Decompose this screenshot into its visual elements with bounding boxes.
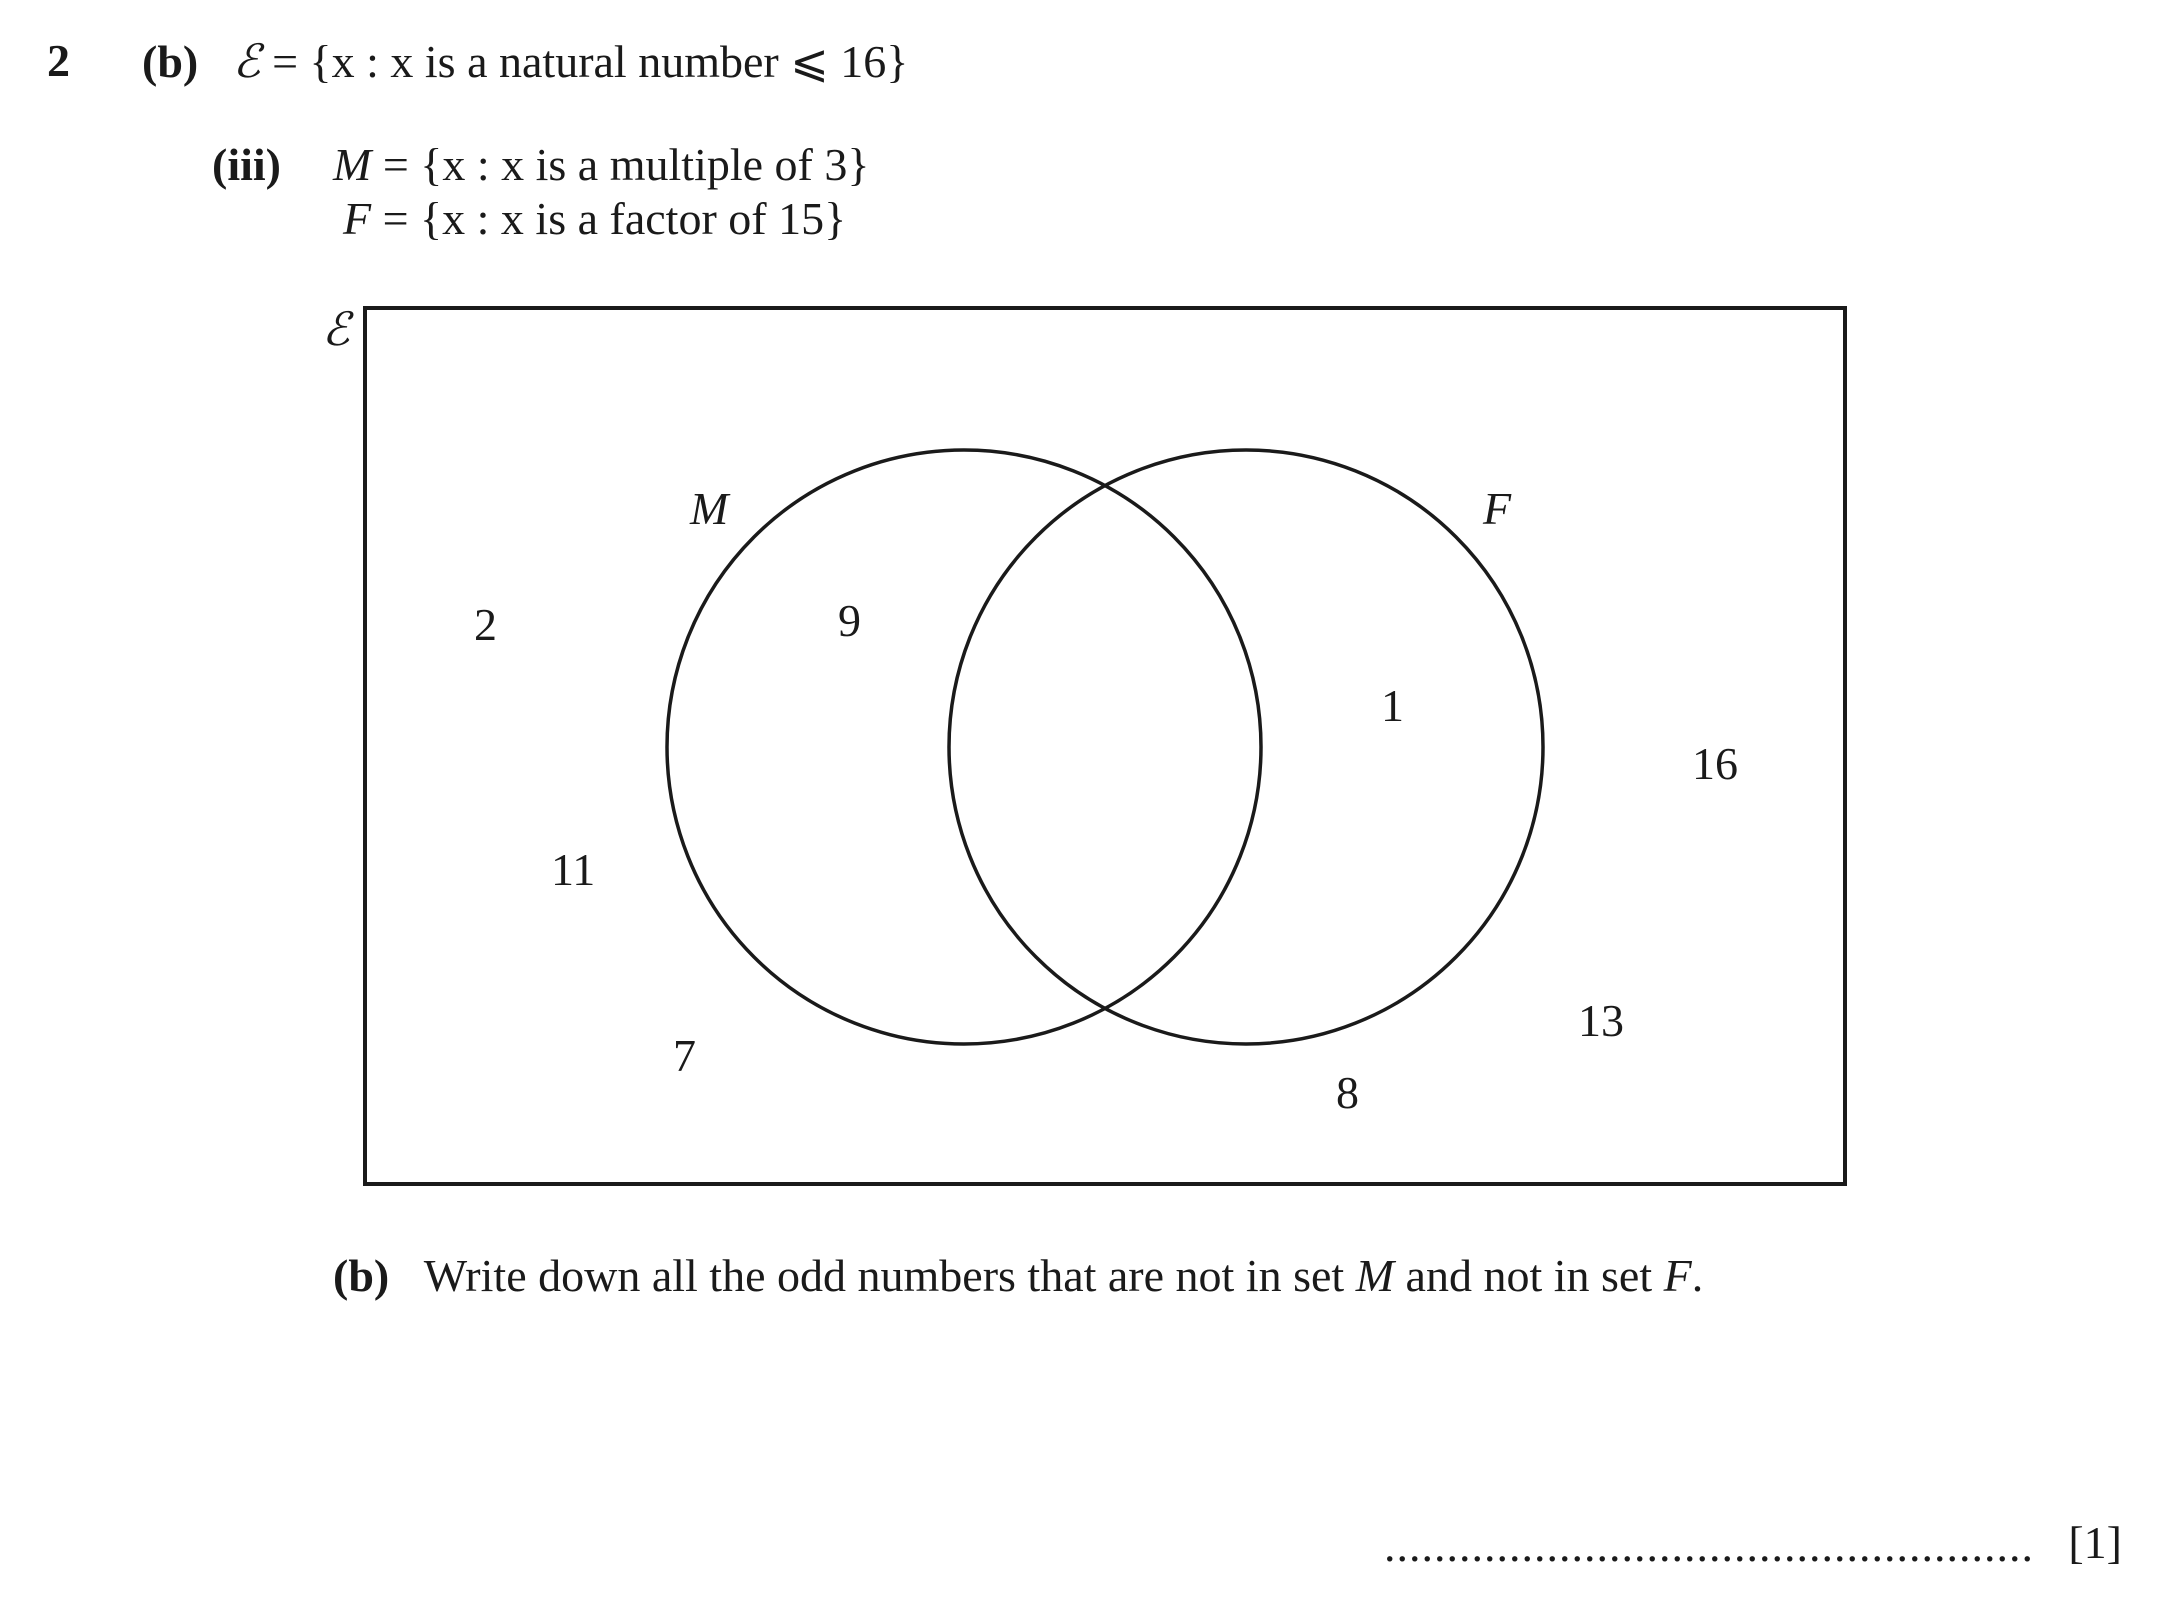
element-16: 16 <box>1692 738 1738 789</box>
element-13: 13 <box>1578 995 1624 1046</box>
question-number: 2 <box>47 35 70 86</box>
set-m-name: M <box>333 139 372 190</box>
subpart-iii-label: (iii) <box>212 139 281 190</box>
set-m-def-text: = {x : x is a multiple of 3} <box>382 139 870 190</box>
set-f-name: F <box>343 193 372 244</box>
element-9: 9 <box>838 595 861 646</box>
universal-set-rectangle <box>365 308 1845 1184</box>
answer-line[interactable]: .................................................... <box>1384 1520 2034 1571</box>
universal-def-text: = {x : x is a natural number ⩽ 16} <box>272 36 909 87</box>
element-1: 1 <box>1381 680 1404 731</box>
element-8: 8 <box>1336 1067 1359 1118</box>
universal-symbol: ℰ <box>232 34 261 88</box>
prompt-set-f: F <box>1663 1250 1692 1301</box>
set-f-circle-label: F <box>1483 483 1512 534</box>
prompt-text-1: Write down all the odd numbers that are not in set <box>423 1250 1356 1301</box>
prompt-text-2: and not in set <box>1394 1250 1664 1301</box>
prompt-label: (b) <box>333 1250 390 1301</box>
part-b-label: (b) <box>142 36 199 87</box>
set-f-circle <box>949 450 1543 1044</box>
set-m-circle-label: M <box>690 483 729 534</box>
element-7: 7 <box>673 1030 696 1081</box>
prompt-set-m: M <box>1355 1250 1395 1301</box>
element-2: 2 <box>474 599 497 650</box>
marks-label: [1] <box>2068 1517 2122 1568</box>
element-11: 11 <box>551 844 596 895</box>
universal-set-label: ℰ <box>322 304 350 355</box>
set-f-def-text: = {x : x is a factor of 15} <box>382 193 847 244</box>
set-m-circle <box>667 450 1261 1044</box>
question-prompt <box>333 1250 1704 1301</box>
prompt-text-end: . <box>1691 1250 1704 1301</box>
